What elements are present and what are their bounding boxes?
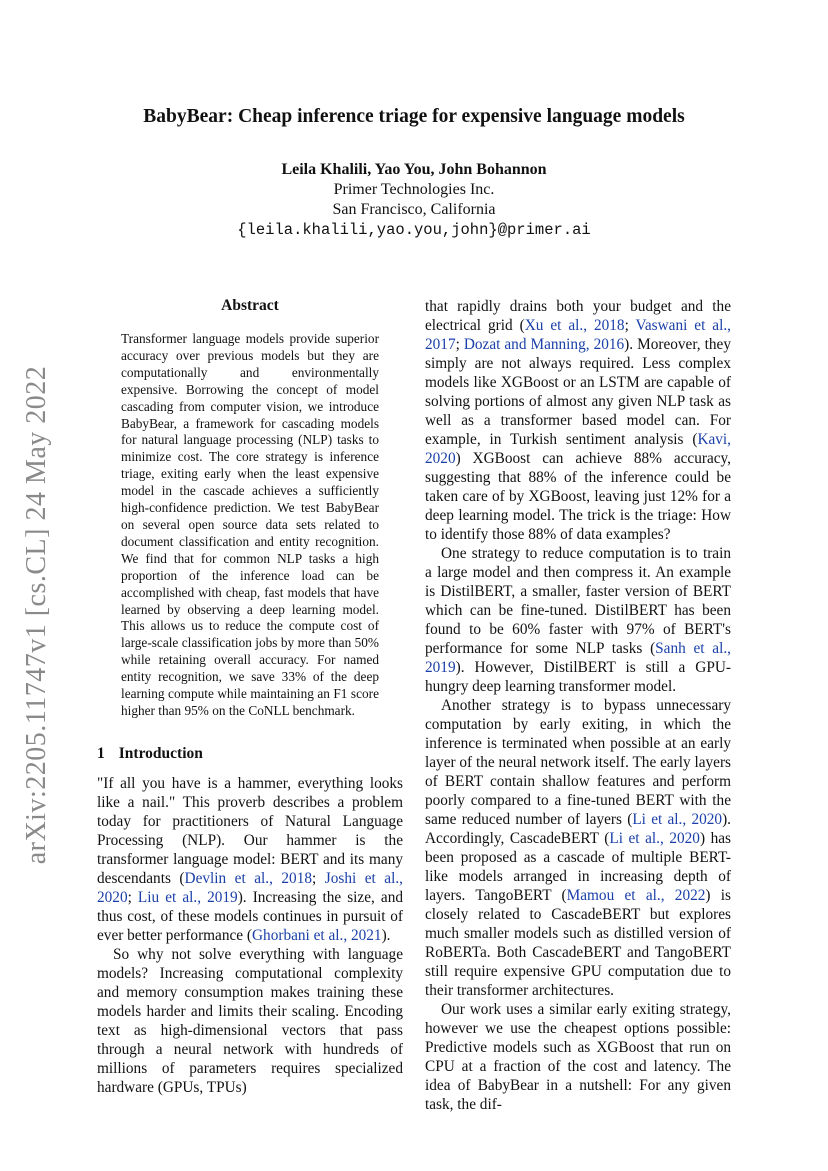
- right-column-body: [425, 297, 731, 1114]
- citation-link[interactable]: Vaswani et al., 2017: [425, 317, 731, 353]
- location: San Francisco, California: [332, 201, 496, 218]
- intro-paragraph-1: "If all you have is a hammer, everything looks like a nail." This proverb describes a problem today for practitioners of Natural Language Processing (NLP). Our hammer is the transformer language model: BERT and its many descendants (Devlin et al., 2018; Joshi et al., 2020; Liu et al., 2019). Increasing the size, and thus cost, of these models continues in pursuit of ever better performance (Ghorbani et al., 2021).: [97, 775, 403, 944]
- section-number: 1: [97, 745, 105, 762]
- citation-link[interactable]: Xu et al., 2018: [524, 317, 625, 334]
- arxiv-identifier-stamp: [22, 355, 52, 875]
- citation-link[interactable]: Liu et al., 2019: [137, 889, 238, 906]
- citation-link[interactable]: Dozat and Manning, 2016: [463, 336, 625, 353]
- citation-link[interactable]: Sanh et al., 2019: [425, 640, 731, 676]
- intro-paragraph-6: Our work uses a similar early exiting strategy, however we use the cheapest options possible: Predictive models such as XGBoost that run on CPU at a fraction of the cost and latency. The idea of BabyBear in a nutshell: For any given task, the dif-: [425, 1001, 731, 1113]
- intro-paragraph-4: One strategy to reduce computation is to train a large model and then compress it. An example is DistilBERT, a smaller, faster version of BERT which can be fine-tuned. DistilBERT has been found to be 60% faster with 97% of BERT's performance for some NLP tasks (Sanh et al., 2019). However, DistilBERT is still a GPU-hungry deep learning transformer model.: [425, 545, 731, 695]
- author-names: Leila Khalili, Yao You, John Bohannon: [281, 161, 547, 178]
- citation-link[interactable]: Mamou et al., 2022: [566, 887, 706, 904]
- citation-link[interactable]: Li et al., 2020: [609, 830, 700, 847]
- arxiv-identifier-text: arXiv:2205.11747v1 [cs.CL] 24 May 2022: [21, 365, 52, 865]
- citation-link[interactable]: Kavi, 2020: [425, 431, 731, 467]
- section-title: Introduction: [118, 745, 203, 762]
- author-emails: {leila.khalili,yao.you,john}@primer.ai: [237, 221, 591, 239]
- abstract-text: Transformer language models provide superior accuracy over previous models but they are computationally and environmentally expensive. Borrowing the concept of model cascading from computer vision, we introduce BabyBear, a framework for cascading models for natural language processing (NLP) tasks to minimize cost. The core strategy is inference triage, exiting early when the least expensive model in the cascade achieves a sufficiently high-confidence prediction. We test BabyBear on several open source data sets related to document classification and entity recognition. We find that for common NLP tasks a high proportion of the inference load can be accomplished with cheap, fast models that have learned by observing a deep learning model. This allows us to reduce the compute cost of large-scale classification jobs by more than 50% while retaining overall accuracy. For named entity recognition, we save 33% of the deep learning compute while maintaining an F1 score higher than 95% on the CoNLL benchmark.: [121, 331, 379, 718]
- paper-title: BabyBear: Cheap inference triage for expensive language models: [143, 106, 685, 127]
- abstract-body: [121, 331, 379, 720]
- citation-link[interactable]: Ghorbani et al., 2021: [252, 927, 382, 944]
- citation-link[interactable]: Li et al., 2020: [632, 811, 723, 828]
- abstract-heading: Abstract: [221, 297, 279, 314]
- affiliation: Primer Technologies Inc.: [333, 181, 495, 198]
- intro-paragraph-2: So why not solve everything with language models? Increasing computational complexity and memory consumption makes training these models harder and limits their scaling. Encoding text as high-dimensional vectors that pass through a neural network with hundreds of millions of parameters requires specialized hardware (GPUs, TPUs): [97, 946, 403, 1096]
- intro-paragraph-5: Another strategy is to bypass unnecessary computation by early exiting, in which the inference is terminated when possible at an early layer of the neural network itself. The early layers of BERT contain shallow features and perform poorly compared to a fine-tuned BERT with the same reduced number of layers (Li et al., 2020). Accordingly, CascadeBERT (Li et al., 2020) has been proposed as a cascade of multiple BERT-like models arranged in increasing depth of layers. TangoBERT (Mamou et al., 2022) is closely related to CascadeBERT but explores much smaller models such as distilled version of RoBERTa. Both CascadeBERT and TangoBERT still require expensive GPU computation due to their transformer architectures.: [425, 697, 731, 999]
- citation-link[interactable]: Devlin et al., 2018: [184, 870, 313, 887]
- left-column-body: [97, 774, 403, 1097]
- citation-link[interactable]: Joshi et al., 2020: [97, 870, 403, 906]
- author-block: [0, 160, 828, 240]
- section-heading-introduction: [97, 745, 203, 763]
- intro-paragraph-3: that rapidly drains both your budget and the electrical grid (Xu et al., 2018; Vaswani et al., 2017; Dozat and Manning, 2016). Moreover, they simply are not always required. Less complex models like XGBoost or an LSTM are capable of solving portions of almost any given NLP task as well as a transformer based model can. For example, in Turkish sentiment analysis (Kavi, 2020) XGBoost can achieve 88% accuracy, suggesting that 88% of the inference could be taken care of by XGBoost, leaving just 12% for a deep learning model. The trick is the triage: How to identify those 88% of data examples?: [425, 298, 731, 543]
